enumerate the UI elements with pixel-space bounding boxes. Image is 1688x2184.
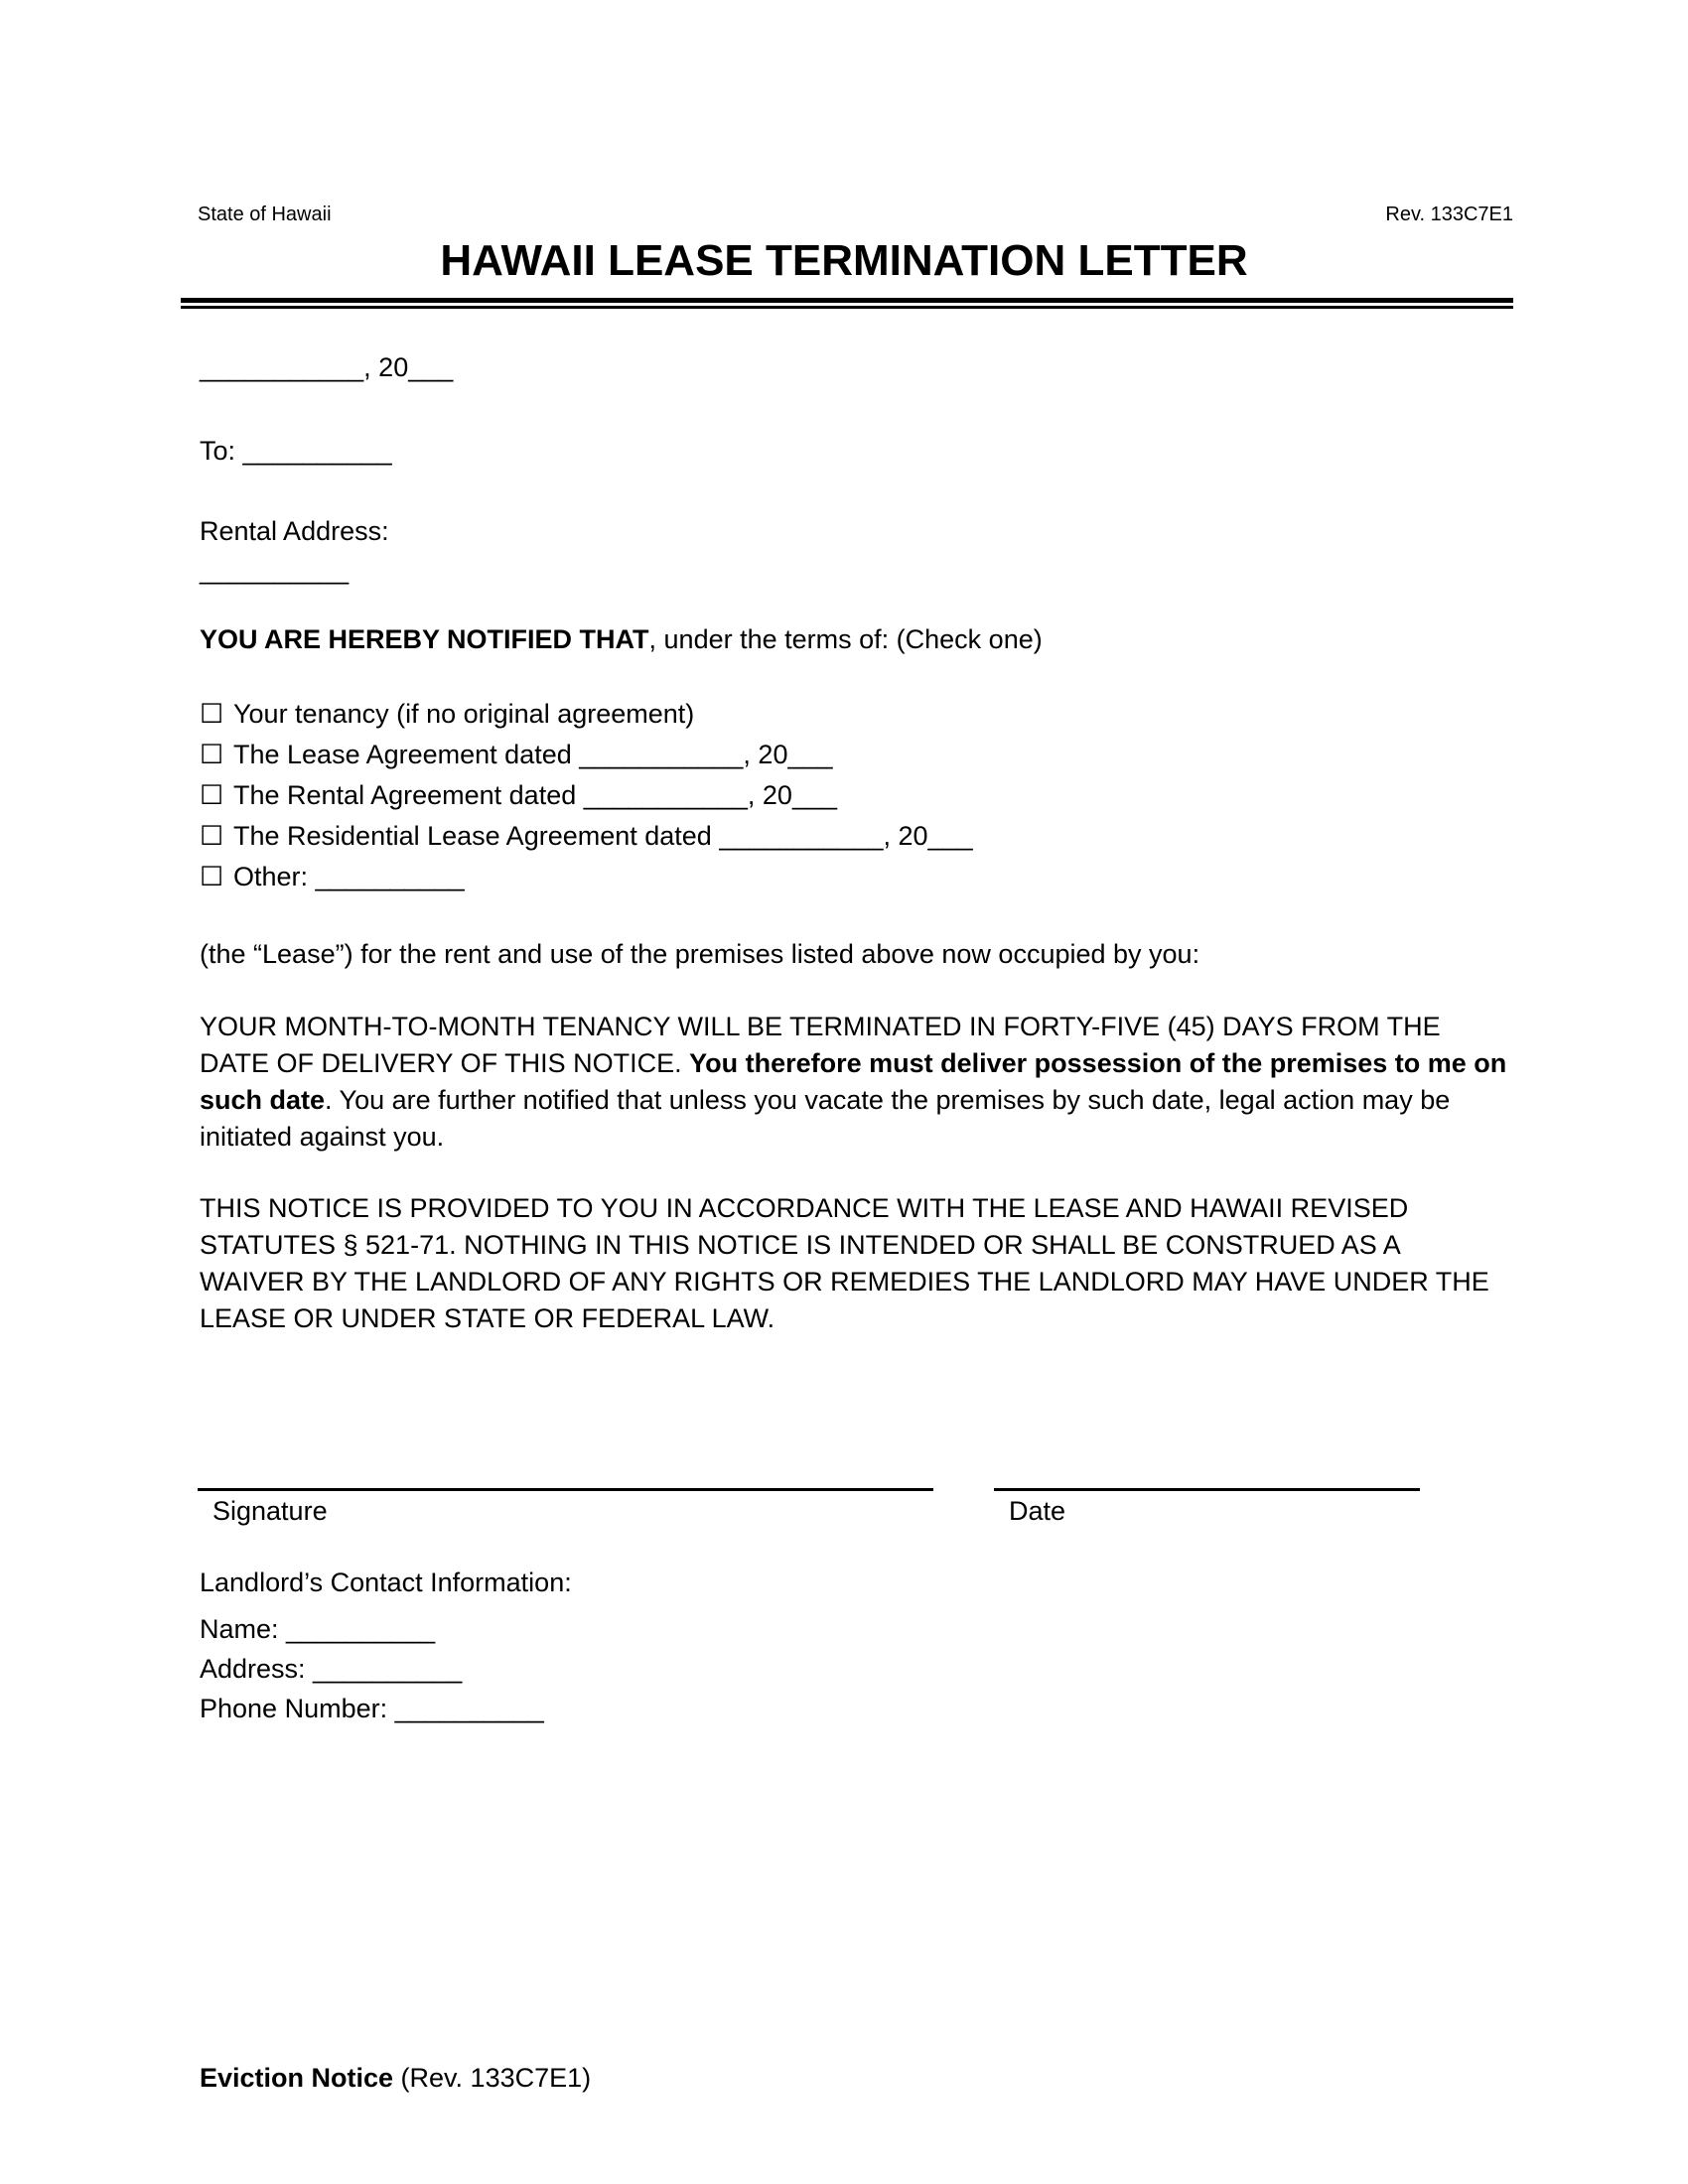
rental-address-label: Rental Address:	[200, 516, 389, 546]
landlord-address: Address: __________	[200, 1654, 463, 1684]
signature-line[interactable]	[198, 1488, 933, 1491]
option-label: The Lease Agreement dated ___________, 20___	[233, 740, 833, 769]
footer-rest: (Rev. 133C7E1)	[393, 2063, 592, 2093]
landlord-phone: Phone Number: __________	[200, 1694, 544, 1723]
termination-bold: You therefore must deliver possession of the premises to me on such date	[200, 1048, 1507, 1115]
option-residential-lease	[200, 818, 973, 855]
termination-part2: . You are further notified that unless you vacate the premises by such date, legal action may be initiated against you.	[200, 1085, 1451, 1152]
landlord-name: Name: __________	[200, 1614, 436, 1644]
notice-rest: , under the terms of: (Check one)	[648, 624, 1043, 654]
to-line: To: __________	[200, 436, 392, 466]
checkbox-icon[interactable]: ☐	[200, 699, 224, 729]
document-title: HAWAII LEASE TERMINATION LETTER	[440, 236, 1248, 285]
landlord-heading: Landlord’s Contact Information:	[200, 1568, 572, 1597]
termination-paragraph	[200, 1009, 1510, 1156]
signature-label: Signature	[212, 1496, 328, 1526]
state-label: State of Hawaii	[198, 204, 332, 225]
date-line: ___________, 20___	[200, 352, 454, 382]
checkbox-icon[interactable]: ☐	[200, 740, 224, 769]
checkbox-icon[interactable]: ☐	[200, 821, 224, 851]
date-signature-line[interactable]	[994, 1488, 1420, 1491]
option-label: The Rental Agreement dated ___________, 20___	[233, 780, 837, 810]
option-label: Other: __________	[233, 862, 465, 891]
option-tenancy	[200, 696, 694, 733]
footer-bold: Eviction Notice	[200, 2063, 394, 2093]
option-label: The Residential Lease Agreement dated ___________, 20___	[233, 821, 973, 851]
date-label: Date	[1009, 1496, 1066, 1526]
notice-line	[200, 621, 1043, 658]
option-label: Your tenancy (if no original agreement)	[233, 699, 695, 729]
footer	[200, 2060, 591, 2097]
revision-label: Rev. 133C7E1	[1385, 204, 1513, 225]
option-rental-agreement	[200, 777, 837, 814]
rental-address-blank: __________	[200, 555, 350, 585]
termination-part1: YOUR MONTH-TO-MONTH TENANCY WILL BE TERMINATED IN FORTY-FIVE (45) DAYS FROM THE DATE OF DELIVERY OF THIS NOTICE.	[200, 1012, 1441, 1078]
title-rule-thin	[181, 306, 1513, 309]
notice-bold: YOU ARE HEREBY NOTIFIED THAT	[200, 624, 649, 654]
lease-definition-line: (the “Lease”) for the rent and use of the premises listed above now occupied by you:	[200, 939, 1200, 969]
option-other	[200, 859, 465, 895]
option-lease-agreement	[200, 737, 833, 773]
title-rule-thick	[181, 298, 1513, 303]
checkbox-icon[interactable]: ☐	[200, 862, 224, 891]
checkbox-icon[interactable]: ☐	[200, 780, 224, 810]
statute-paragraph: THIS NOTICE IS PROVIDED TO YOU IN ACCORDANCE WITH THE LEASE AND HAWAII REVISED STATUTES § 521-71. NOTHING IN THIS NOTICE IS INTENDED OR SHALL BE CONSTRUED AS A WAIVER BY THE LANDLORD OF ANY RIGHTS OR REMEDIES THE LANDLORD MAY HAVE UNDER THE LEASE OR UNDER STATE OR FEDERAL LAW.	[200, 1193, 1489, 1333]
